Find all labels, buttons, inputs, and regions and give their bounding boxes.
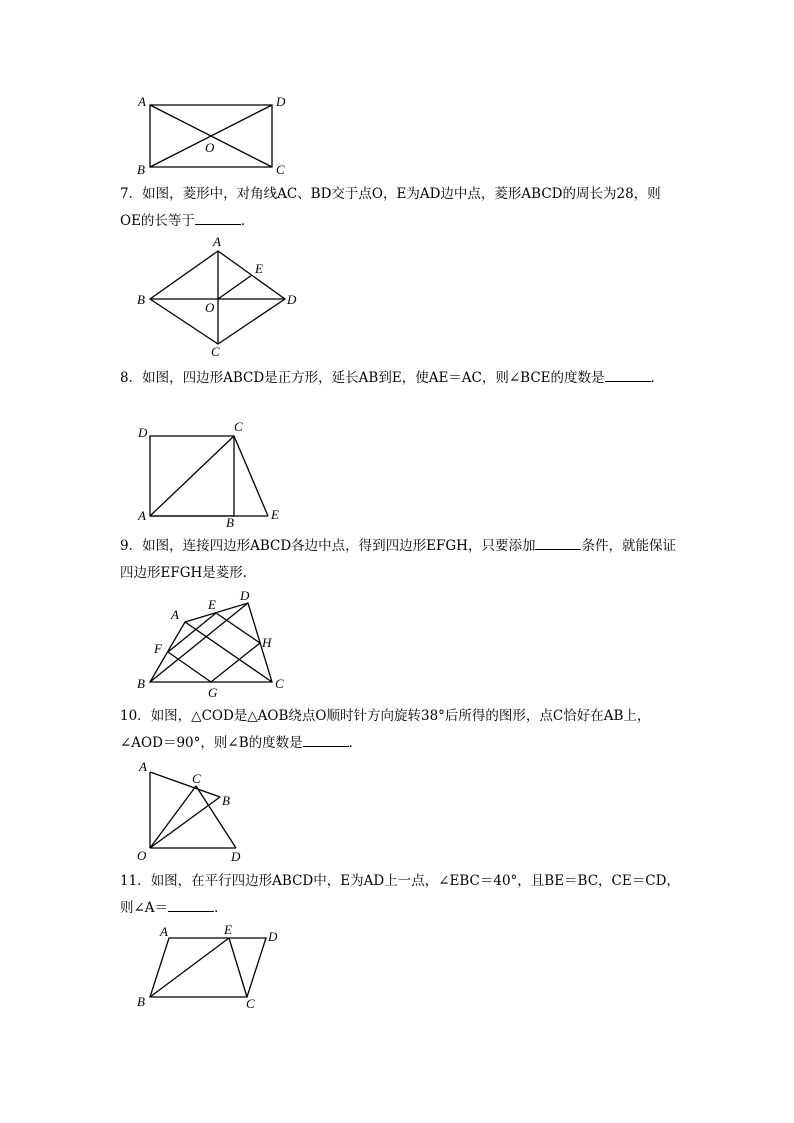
label-B: B [137,292,145,307]
figure-parallelogram [137,922,278,1011]
label-A: A [160,924,168,939]
question-10: 10．如图，△COD是△AOB绕点O顺时针方向旋转38°后所得的图形，点C恰好在AB上，∠AOD＝90°，则∠B的度数是 ． [120,708,651,751]
label-C: C [246,996,255,1011]
answer-blank[interactable] [195,210,241,225]
answer-blank[interactable] [168,897,214,912]
label-B: B [222,793,230,808]
question-number: 8． [120,370,143,386]
label-C: C [211,344,220,359]
label-A: A [213,234,221,249]
label-B: B [137,676,145,691]
label-D: D [287,292,297,307]
label-C: C [275,676,284,691]
question-7: 7．如图，菱形中，对角线AC、BD交于点O，E为AD边中点，菱形ABCD的周长为28，则OE的长等于 ． [120,186,661,229]
label-D: D [276,94,286,109]
question-text: 如图，在平行四边形ABCD中，E为AD上一点，∠EBC＝40°，且BE＝BC，CE＝CD，则∠A＝ [120,873,680,916]
label-E: E [271,507,279,522]
question-number: 9． [120,538,143,554]
question-8: 8．如图，四边形ABCD是正方形，延长AB到E，使AE＝AC，则∠BCE的度数是 ． [120,365,680,392]
label-A: A [139,759,147,774]
label-C: C [192,771,201,786]
question-text-b: 条件，就能保证四边形EFGH是菱形． [120,538,676,581]
label-A: A [138,508,146,523]
label-G: G [208,685,218,700]
question-9 [120,533,680,587]
figure-rotation [137,759,241,864]
answer-blank[interactable] [303,732,349,747]
question-text-a: 如图，连接四边形ABCD各边中点，得到四边形EFGH，只要添加 [142,538,536,554]
label-B: B [226,515,234,530]
question-number: 11． [120,873,151,889]
question-text: 如图，四边形ABCD是正方形，延长AB到E，使AE＝AC，则∠BCE的度数是 [142,370,605,386]
label-D: D [268,929,278,944]
label-O: O [205,300,215,315]
question-text: 如图，菱形中，对角线AC、BD交于点O，E为AD边中点，菱形ABCD的周长为28，则OE的长等于 [120,186,661,229]
label-E: E [224,922,232,937]
figure-quadrilateral [137,588,284,700]
label-H: H [262,635,272,650]
label-E: E [208,597,216,612]
answer-blank[interactable] [605,367,651,382]
label-A: A [171,607,179,622]
label-D: D [138,425,148,440]
label-F: F [154,641,162,656]
label-B: B [137,994,145,1009]
question-11: 11．如图，在平行四边形ABCD中，E为AD上一点，∠EBC＝40°，且BE＝BC，CE＝CD，则∠A＝ ． [120,873,680,916]
figure-square [137,419,279,530]
label-E: E [255,261,263,276]
label-D: D [231,849,241,864]
label-C: C [276,162,285,177]
figure-rectangle [137,94,286,177]
figure-rhombus [137,234,297,359]
question-number: 10． [120,708,151,724]
label-O: O [137,848,147,863]
label-B: B [137,162,145,177]
question-number: 7． [120,186,143,202]
question-text: 如图，△COD是△AOB绕点O顺时针方向旋转38°后所得的图形，点C恰好在AB上，∠AOD＝90°，则∠B的度数是 [120,708,651,751]
label-D: D [240,588,250,603]
label-A: A [138,94,146,109]
label-O: O [205,140,215,155]
answer-blank[interactable] [535,535,581,550]
label-C: C [234,419,243,434]
